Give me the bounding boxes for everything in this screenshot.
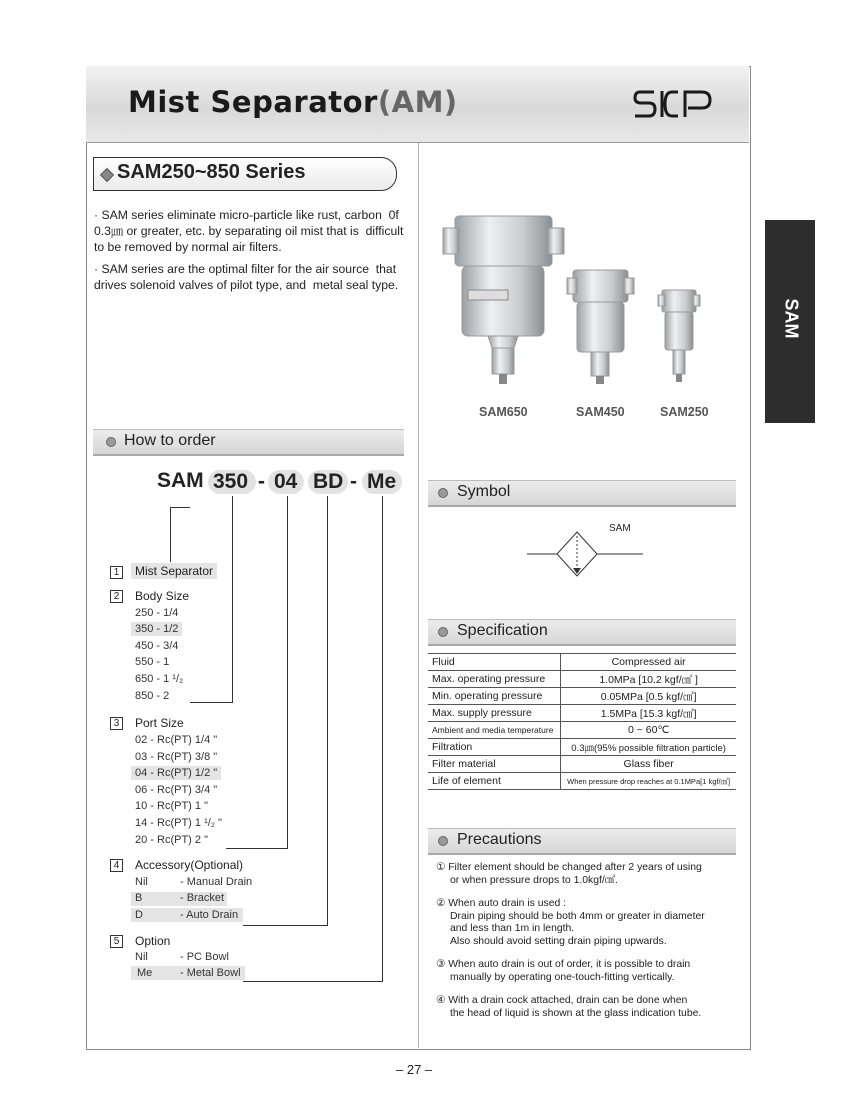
symbol-label: SAM <box>609 523 631 534</box>
spec-value: Glass fiber <box>561 756 736 773</box>
port-size-option: 10 - Rc(PT) 1 " <box>135 800 208 812</box>
spec-label: Ambient and media temperature <box>428 722 561 739</box>
precaution-line: manually by operating one-touch-fitting vertically. <box>450 971 675 983</box>
product-label-sam450: SAM450 <box>576 405 625 419</box>
connector-3 <box>287 496 288 848</box>
connector-1-top <box>170 507 190 508</box>
spec-label: Max. supply pressure <box>428 705 561 722</box>
title-paren: (AM) <box>377 85 458 119</box>
page-number: – 27 – <box>396 1062 433 1077</box>
connector-5 <box>382 496 383 981</box>
accessory-code: B <box>135 892 143 904</box>
connector-4-h <box>243 925 328 926</box>
port-size-option: 14 - Rc(PT) 1 ¹/₂ " <box>135 817 223 829</box>
sam450-unit <box>567 270 634 384</box>
spec-value: When pressure drop reaches at 0.1MPa[1 kgf/㎠] <box>561 773 736 790</box>
description-2: · SAM series are the optimal filter for the air source that drives solenoid valves of pilot type, and metal seal type. <box>94 262 399 292</box>
order-code-opt: Me <box>367 470 397 493</box>
how-to-order-bullet-icon <box>106 437 116 447</box>
port-size-option: 03 - Rc(PT) 3/8 " <box>135 751 218 763</box>
page-title <box>128 85 458 119</box>
body-size-option: 550 - 1 <box>135 656 170 668</box>
product-photo <box>440 210 740 400</box>
connector-5-h <box>243 981 383 982</box>
title-main: Mist Separator <box>128 85 378 119</box>
product-label-sam650: SAM650 <box>479 405 528 419</box>
body-size-option: 350 - 1/2 <box>131 623 182 635</box>
precaution-line: ① Filter element should be changed after 2 years of using <box>436 862 702 873</box>
table-row <box>428 705 736 722</box>
option-code: Me <box>137 967 153 979</box>
port-size-option: 06 - Rc(PT) 3/4 " <box>135 784 218 796</box>
column-divider <box>418 143 419 1048</box>
precaution-line: ② When auto drain is used : <box>436 898 567 909</box>
table-row <box>428 722 736 739</box>
precaution-line: and less than 1m in length. <box>450 923 575 934</box>
table-row <box>428 654 736 671</box>
order-code-sep-1: - <box>258 470 265 493</box>
precaution-3 <box>436 959 736 984</box>
accessory-code: Nil <box>135 876 148 888</box>
section-number-5: 5 <box>110 935 123 948</box>
section-number-4: 4 <box>110 859 123 872</box>
option-code: Nil <box>135 951 148 963</box>
section-number-3: 3 <box>110 717 123 730</box>
spec-label: Fluid <box>428 654 561 671</box>
table-row <box>428 688 736 705</box>
spec-value: 0.3㎛(95% possible filtration particle) <box>561 739 736 756</box>
spec-value: 0.05MPa [0.5 kgf/㎠] <box>561 688 736 705</box>
precaution-1 <box>436 862 736 887</box>
accessory-desc: - Bracket <box>180 892 225 904</box>
spec-value: 1.0MPa [10.2 kgf/㎠ ] <box>561 671 736 688</box>
specification-table <box>428 653 736 790</box>
table-row <box>428 756 736 773</box>
port-size-option: 04 - Rc(PT) 1/2 " <box>131 767 221 779</box>
section-title-port-size: Port Size <box>135 716 184 730</box>
precaution-line: or when pressure drops to 1.0kgf/㎠. <box>450 874 619 886</box>
table-row <box>428 773 736 790</box>
order-code-body: 350 <box>213 470 249 493</box>
description-1: · SAM series eliminate micro-particle like rust, carbon 0f 0.3㎛ or greater, etc. by separating oil mist that is difficult to be removed by normal air filters. <box>94 208 404 254</box>
precaution-line: ③ When auto drain is out of order, it is possible to drain <box>436 959 691 970</box>
symbol-bullet-icon <box>438 488 448 498</box>
precaution-line: Drain piping should be both 4mm or greater in diameter <box>450 910 705 922</box>
connector-2-h <box>190 702 233 703</box>
port-size-option: 02 - Rc(PT) 1/4 " <box>135 734 218 746</box>
symbol-heading: Symbol <box>457 483 511 500</box>
table-row <box>428 671 736 688</box>
section-title-mist-separator: Mist Separator <box>131 564 217 578</box>
accessory-desc: - Auto Drain <box>180 909 239 921</box>
port-size-option: 20 - Rc(PT) 2 " <box>135 834 208 846</box>
accessory-code: D <box>135 909 143 921</box>
specification-heading: Specification <box>457 622 548 639</box>
spec-value: 0 ~ 60℃ <box>561 722 736 739</box>
connector-2 <box>232 496 233 702</box>
body-size-option: 650 - 1 ¹/₂ <box>135 673 184 685</box>
precaution-line: the head of liquid is shown at the glass indication tube. <box>450 1007 702 1019</box>
body-size-option: 850 - 2 <box>135 690 170 702</box>
filter-symbol-icon <box>525 530 645 580</box>
spec-label: Max. operating pressure <box>428 671 561 688</box>
precaution-line: Also should avoid setting drain piping upwards. <box>450 935 667 947</box>
section-title-body-size: Body Size <box>135 589 190 603</box>
order-code-port: 04 <box>274 470 298 493</box>
option-desc: - Metal Bowl <box>180 967 241 979</box>
precautions-heading: Precautions <box>457 831 542 848</box>
series-title: SAM250~850 Series <box>117 161 306 183</box>
spec-value: Compressed air <box>561 654 736 671</box>
sam250-unit <box>658 290 700 382</box>
precaution-4 <box>436 995 736 1020</box>
section-number-2: 2 <box>110 590 123 603</box>
spec-label: Filtration <box>428 739 561 756</box>
spec-label: Min. operating pressure <box>428 688 561 705</box>
section-title-accessory: Accessory(Optional) <box>135 858 244 872</box>
order-code-prefix: SAM <box>157 469 204 492</box>
table-row <box>428 739 736 756</box>
spec-label: Life of element <box>428 773 561 790</box>
specification-bullet-icon <box>438 627 448 637</box>
body-size-option: 250 - 1/4 <box>135 607 179 619</box>
body-size-option: 450 - 3/4 <box>135 640 179 652</box>
how-to-order-heading: How to order <box>124 432 216 449</box>
spec-value: 1.5MPa [15.3 kgf/㎠] <box>561 705 736 722</box>
option-desc: - PC Bowl <box>180 951 229 963</box>
precaution-2 <box>436 898 736 948</box>
sam650-unit <box>443 216 564 384</box>
product-label-sam250: SAM250 <box>660 405 709 419</box>
connector-3-h <box>226 848 288 849</box>
accessory-desc: - Manual Drain <box>180 876 253 888</box>
section-title-option: Option <box>135 934 171 948</box>
side-tab-label: SAM <box>781 298 802 339</box>
connector-1 <box>170 507 171 562</box>
spec-label: Filter material <box>428 756 561 773</box>
skp-logo <box>632 88 714 120</box>
precautions-bullet-icon <box>438 836 448 846</box>
order-code-sep-2: - <box>350 470 357 493</box>
order-code-acc: BD <box>313 470 344 493</box>
section-number-1: 1 <box>110 566 123 579</box>
precaution-line: ④ With a drain cock attached, drain can be done when <box>436 995 688 1006</box>
connector-4 <box>327 496 328 925</box>
